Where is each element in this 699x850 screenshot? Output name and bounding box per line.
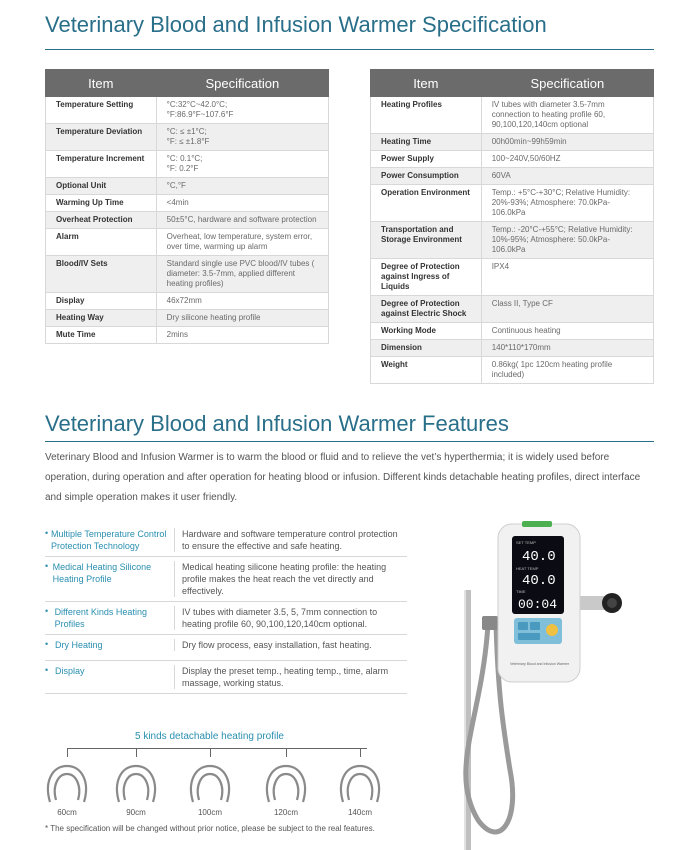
table-row bbox=[46, 195, 329, 212]
bullet-icon: • bbox=[45, 561, 49, 571]
table-row bbox=[371, 296, 654, 323]
bracket-tick bbox=[136, 748, 137, 757]
spec-item-value: Temp.: +5°C-+30°C; Relative Humidity: 20%-93%; Atmosphere: 70.0kPa-106.0kPa bbox=[481, 185, 653, 222]
profiles-bracket bbox=[67, 748, 367, 758]
spec-item-label: Dimension bbox=[371, 340, 482, 357]
feature-row bbox=[45, 661, 407, 694]
feature-desc: Dry flow process, easy installation, fast heating. bbox=[174, 639, 407, 651]
spec-item-label: Working Mode bbox=[371, 323, 482, 340]
spec-item-value: Continuous heating bbox=[481, 323, 653, 340]
spec-item-label: Power Consumption bbox=[371, 168, 482, 185]
features-title: Veterinary Blood and Infusion Warmer Features bbox=[45, 411, 509, 436]
profiles-title: 5 kinds detachable heating profile bbox=[135, 731, 284, 742]
spec-item-label: Alarm bbox=[46, 229, 157, 256]
feature-desc: Hardware and software temperature control protection to ensure the effective and safe heating. bbox=[174, 528, 407, 552]
feature-name bbox=[45, 528, 174, 552]
feature-row bbox=[45, 602, 407, 635]
spec-item-label: Temperature Deviation bbox=[46, 124, 157, 151]
feature-name-text: Multiple Temperature Control Protection Technology bbox=[50, 529, 167, 551]
feature-row bbox=[45, 524, 407, 557]
table-row bbox=[371, 151, 654, 168]
table-header-spec: Specification bbox=[481, 70, 653, 97]
bracket-tick bbox=[360, 748, 361, 757]
spec-item-label: Heating Way bbox=[46, 310, 157, 327]
feature-name bbox=[45, 639, 174, 651]
spec-item-value: °C:32°C~42.0°C; °F:86.9°F~107.6°F bbox=[156, 97, 328, 124]
table-row bbox=[46, 124, 329, 151]
screen-set-label: SET TEMP bbox=[516, 540, 536, 545]
feature-name bbox=[45, 606, 174, 630]
table-row bbox=[46, 97, 329, 124]
spec-item-label: Power Supply bbox=[371, 151, 482, 168]
feature-desc: Medical heating silicone heating profile: the heating profile makes the heat reach the vet directly and effectively. bbox=[174, 561, 407, 597]
feature-row bbox=[45, 557, 407, 602]
spec-item-value: °C: ≤ ±1°C; °F: ≤ ±1.8°F bbox=[156, 124, 328, 151]
spec-item-value: Temp.: -20°C-+55°C; Relative Humidity: 10%-95%; Atmosphere: 50.0kPa-106.0kPa bbox=[481, 222, 653, 259]
spec-item-label: Heating Profiles bbox=[371, 97, 482, 134]
profile-length-label: 120cm bbox=[273, 808, 298, 817]
spec-item-value: 2mins bbox=[156, 327, 328, 344]
up-button[interactable] bbox=[518, 622, 528, 630]
bullet-icon: • bbox=[45, 606, 49, 616]
table-row bbox=[371, 340, 654, 357]
spec-item-label: Overheat Protection bbox=[46, 212, 157, 229]
spec-item-value: °C: 0.1°C; °F: 0.2°F bbox=[156, 151, 328, 178]
mute-button[interactable] bbox=[518, 633, 540, 640]
bullet-icon: • bbox=[45, 639, 49, 649]
bracket-tick bbox=[210, 748, 211, 757]
profile-length-label: 90cm bbox=[126, 808, 146, 817]
spec-divider bbox=[45, 49, 654, 50]
feature-name-text: Different Kinds Heating Profiles bbox=[54, 607, 147, 629]
spec-item-label: Operation Environment bbox=[371, 185, 482, 222]
footnote: * The specification will be changed without prior notice, please be subject to the real features. bbox=[45, 824, 375, 833]
table-row bbox=[371, 222, 654, 259]
table-row bbox=[371, 134, 654, 151]
table-row bbox=[46, 327, 329, 344]
feature-name-text: Dry Heating bbox=[55, 640, 103, 650]
spec-item-value: Standard single use PVC blood/IV tubes ( diameter: 3.5-7mm, applied different heating profiles) bbox=[156, 256, 328, 293]
spec-item-label: Warming Up Time bbox=[46, 195, 157, 212]
feature-name-text: Display bbox=[55, 666, 85, 676]
spec-item-label: Transportation and Storage Environment bbox=[371, 222, 482, 259]
spec-item-value: Class II, Type CF bbox=[481, 296, 653, 323]
table-row bbox=[371, 357, 654, 384]
spec-item-value: IV tubes with diameter 3.5-7mm connection to heating profile 60, 90,100,120,140cm optional bbox=[481, 97, 653, 134]
table-row bbox=[46, 178, 329, 195]
spec-item-value: Overheat, low temperature, system error, over time, warming up alarm bbox=[156, 229, 328, 256]
heating-profile-coil-icon bbox=[185, 762, 235, 806]
spec-item-value: Dry silicone heating profile bbox=[156, 310, 328, 327]
spec-table-left bbox=[45, 69, 329, 344]
screen-time-label: TIME bbox=[516, 589, 526, 594]
spec-item-label: Degree of Protection against Ingress of Liquids bbox=[371, 259, 482, 296]
spec-item-label: Heating Time bbox=[371, 134, 482, 151]
profile-length-label: 60cm bbox=[57, 808, 77, 817]
spec-title: Veterinary Blood and Infusion Warmer Specification bbox=[45, 12, 547, 37]
screen-heat-label: HEAT TEMP bbox=[516, 566, 539, 571]
spec-item-value: <4min bbox=[156, 195, 328, 212]
feature-name-text: Medical Heating Silicone Heating Profile bbox=[52, 562, 152, 584]
features-divider bbox=[45, 441, 654, 442]
table-row bbox=[46, 151, 329, 178]
bullet-icon: • bbox=[45, 665, 49, 675]
table-row bbox=[371, 168, 654, 185]
table-row bbox=[46, 229, 329, 256]
spec-item-value: °C,°F bbox=[156, 178, 328, 195]
table-row bbox=[371, 97, 654, 134]
spec-item-value: 60VA bbox=[481, 168, 653, 185]
heating-profile-coil-icon bbox=[111, 762, 161, 806]
profile-length-label: 100cm bbox=[197, 808, 222, 817]
spec-item-value: IPX4 bbox=[481, 259, 653, 296]
spec-item-label: Blood/IV Sets bbox=[46, 256, 157, 293]
bullet-icon: • bbox=[45, 528, 49, 538]
feature-name bbox=[45, 561, 174, 585]
tube-connector bbox=[482, 616, 498, 630]
heating-profile-coil-icon bbox=[335, 762, 385, 806]
feature-name bbox=[45, 665, 174, 677]
status-light bbox=[522, 521, 552, 527]
screen-time-value: 00:04 bbox=[518, 597, 558, 612]
spec-item-value: 46x72mm bbox=[156, 293, 328, 310]
heating-profile-coil-icon bbox=[42, 762, 92, 806]
profile-length-label: 140cm bbox=[347, 808, 372, 817]
table-row bbox=[46, 212, 329, 229]
screen-set-value: 40.0 bbox=[522, 549, 556, 565]
heating-profile-coil-icon bbox=[261, 762, 311, 806]
warmer-device-image bbox=[430, 520, 670, 850]
spec-item-label: Temperature Increment bbox=[46, 151, 157, 178]
table-row bbox=[46, 293, 329, 310]
spec-item-label: Temperature Setting bbox=[46, 97, 157, 124]
feature-desc: IV tubes with diameter 3.5, 5, 7mm connection to heating profile 60, 90,100,120,140cm optional. bbox=[174, 606, 407, 630]
screen-heat-value: 40.0 bbox=[522, 573, 556, 589]
table-header-item: Item bbox=[371, 70, 482, 97]
device-brand: Veterinary Blood and Infusion Warmer bbox=[510, 662, 570, 666]
spec-item-label: Degree of Protection against Electric Shock bbox=[371, 296, 482, 323]
feature-desc: Display the preset temp., heating temp., time, alarm massage, working status. bbox=[174, 665, 407, 689]
spec-item-value: 140*110*170mm bbox=[481, 340, 653, 357]
power-button[interactable] bbox=[546, 624, 558, 636]
bracket-tick bbox=[67, 748, 68, 757]
table-row bbox=[46, 256, 329, 293]
spec-item-label: Weight bbox=[371, 357, 482, 384]
spec-item-value: 0.86kg( 1pc 120cm heating profile included) bbox=[481, 357, 653, 384]
spec-item-label: Mute Time bbox=[46, 327, 157, 344]
spec-item-label: Optional Unit bbox=[46, 178, 157, 195]
down-button[interactable] bbox=[530, 622, 540, 630]
table-row bbox=[46, 310, 329, 327]
table-row bbox=[371, 323, 654, 340]
spec-item-label: Display bbox=[46, 293, 157, 310]
features-list bbox=[45, 524, 407, 694]
table-row bbox=[371, 259, 654, 296]
bracket-tick bbox=[286, 748, 287, 757]
table-row bbox=[371, 185, 654, 222]
spec-item-value: 50±5°C, hardware and software protection bbox=[156, 212, 328, 229]
features-intro: Veterinary Blood and Infusion Warmer is to warm the blood or fluid and to relieve the vet’s hyperthermia; it is widely used before operation, during operation and after operation for heating blood or infusion. Different kinds detachable heating profiles, direct interface and simple operation makes it user friendly. bbox=[45, 452, 641, 503]
spec-item-value: 00h00min~99h59min bbox=[481, 134, 653, 151]
spec-table-right bbox=[370, 69, 654, 384]
spec-item-value: 100~240V,50/60HZ bbox=[481, 151, 653, 168]
table-header-item: Item bbox=[46, 70, 157, 97]
feature-row bbox=[45, 635, 407, 661]
table-header-spec: Specification bbox=[156, 70, 328, 97]
